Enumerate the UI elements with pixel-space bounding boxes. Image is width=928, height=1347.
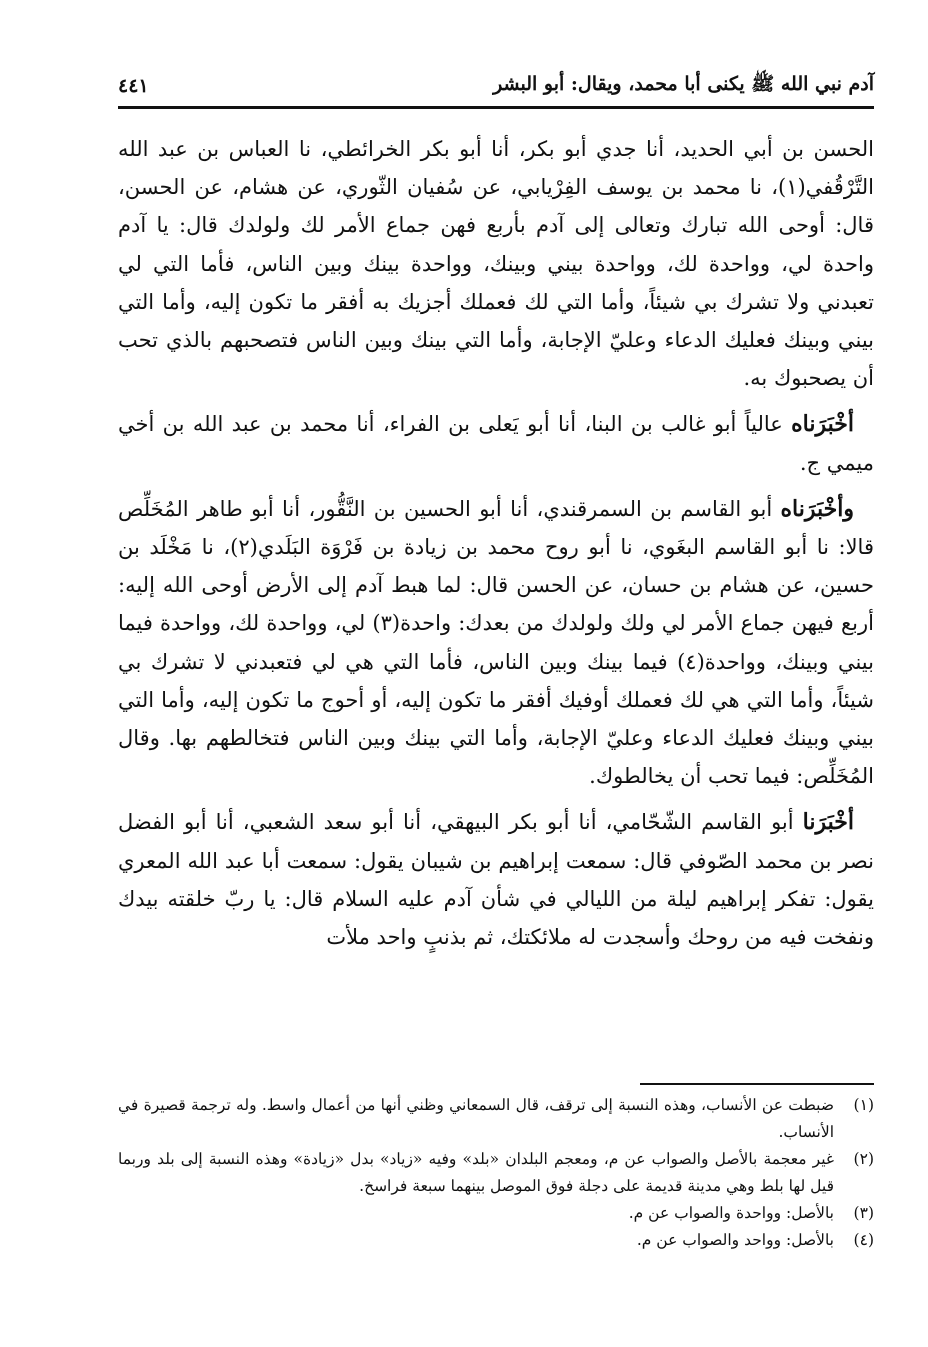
footnote-number: (١) — [853, 1096, 874, 1114]
footnote-text: غير معجمة بالأصل والصواب عن م، ومعجم البلدان «بلد» وفيه «زياد» بدل «زيادة» وهذه النسبة إلى بلد وربما قيل لها بلط وهي مدينة قديمة على دجلة فوق الموصل بينهما سبعة فراسخ. — [118, 1150, 834, 1195]
footnote-number: (٤) — [853, 1231, 874, 1249]
footnote-3 — [118, 1200, 874, 1227]
running-title: آدم نبي الله ﷺ يكنى أبا محمد، ويقال: أبو البشر — [493, 73, 874, 95]
footnotes — [118, 1092, 874, 1254]
paragraph-2 — [118, 405, 874, 481]
footnote-text: ضبطت عن الأنساب، وهذه النسبة إلى ترقف، قال السمعاني وظني أنها من أعمال واسط. وله ترجمة قصيرة في الأنساب. — [118, 1096, 834, 1141]
paragraph-text: أبو القاسم الشّحّامي، أنا أبو بكر البيهقي، أنا أبو سعد الشعبي، أنا أبو الفضل نصر بن محمد الصّوفي قال: سمعت إبراهيم بن شيبان يقول: سمعت أبا عبد الله المعري يقول: تفكر إبراهيم ليلة من الليالي في شأن آدم عليه السلام قال: يا ربّ خلقته بيدك ونفخت فيه من روحك وأسجدت له ملائكتك، ثم بذنبٍ واحد ملأت — [118, 810, 874, 950]
main-text — [118, 130, 874, 964]
paragraph-3 — [118, 490, 874, 796]
paragraph-1 — [118, 130, 874, 397]
footnote-text: بالأصل: وواحد والصواب عن م. — [636, 1231, 834, 1249]
page-number: ٤٤١ — [118, 75, 149, 97]
paragraph-lead: وأخْبَرَناه — [780, 495, 854, 522]
header-rule — [118, 106, 874, 109]
footnote-4 — [118, 1227, 874, 1254]
paragraph-text: أبو القاسم بن السمرقندي، أنا أبو الحسين بن النَّقُّور، أنا أبو طاهر المُخَلِّص قالا: نا أبو القاسم البغَوي، نا أبو روح محمد بن زيادة بن فَرْوَة البَلَدي(٢)، نا مَخْلَد بن حسين، عن هشام بن حسان، عن الحسن قال: لما هبط آدم إلى الأرض أوحى الله إليه: أربع فيهن جماع الأمر لي ولك ولولدك من بعدك: واحدة(٣) لي، وواحدة لك، وواحدة فيما بيني وبينك، وواحدة(٤) فيما بينك وبين الناس، فأما التي هي لي فتعبدني لا تشرك بي شيئاً، وأما التي هي لك فعملك أوفيك أفقر ما تكون إليه، أو أحوج ما تكون إليه، وأما التي بيني وبينك فعليك الدعاء وعليّ الإجابة، وأما التي بينك وبين الناس فتخالطهم بها. وقال المُخَلِّص: فيما تحب أن يخالطوك. — [118, 496, 874, 789]
paragraph-text: عالياً أبو غالب بن البنا، أنا أبو يَعلى بن الفراء، أنا محمد بن عبد الله بن أخي ميمي ج. — [118, 412, 874, 475]
footnote-1 — [118, 1092, 874, 1146]
footnote-number: (٢) — [853, 1150, 874, 1168]
footnote-rule — [640, 1083, 874, 1085]
footnote-2 — [118, 1146, 874, 1200]
paragraph-lead: أخْبَرَنا — [802, 809, 854, 836]
footnote-number: (٣) — [853, 1204, 874, 1222]
paragraph-text: الحسن بن أبي الحديد، أنا جدي أبو بكر، أنا أبو بكر الخرائطي، نا العباس بن عبد الله التَّرْقُفي(١)، نا محمد بن يوسف الفِرْيابي، عن سُفيان الثّوري، عن هشام، عن الحسن، قال: أوحى الله تبارك وتعالى إلى آدم بأربع فهن جماع الأمر لك ولولدك قال: يا آدم واحدة لي، وواحدة لك، وواحدة بيني وبينك، وواحدة بينك وبين الناس، فأما التي لي تعبدني ولا تشرك بي شيئاً، وأما التي لك فعملك أجزيك به أفقر ما تكون إليه، وأما التي بيني وبينك فعليك الدعاء وعليّ الإجابة، وأما التي بينك وبين الناس فتصحبهم بالذي تحب أن يصحبوك به. — [118, 137, 874, 391]
paragraph-lead: أخْبَرَناه — [791, 411, 854, 438]
paragraph-4 — [118, 803, 874, 956]
footnote-text: بالأصل: وواحدة والصواب عن م. — [628, 1204, 834, 1222]
page-header — [118, 66, 874, 106]
